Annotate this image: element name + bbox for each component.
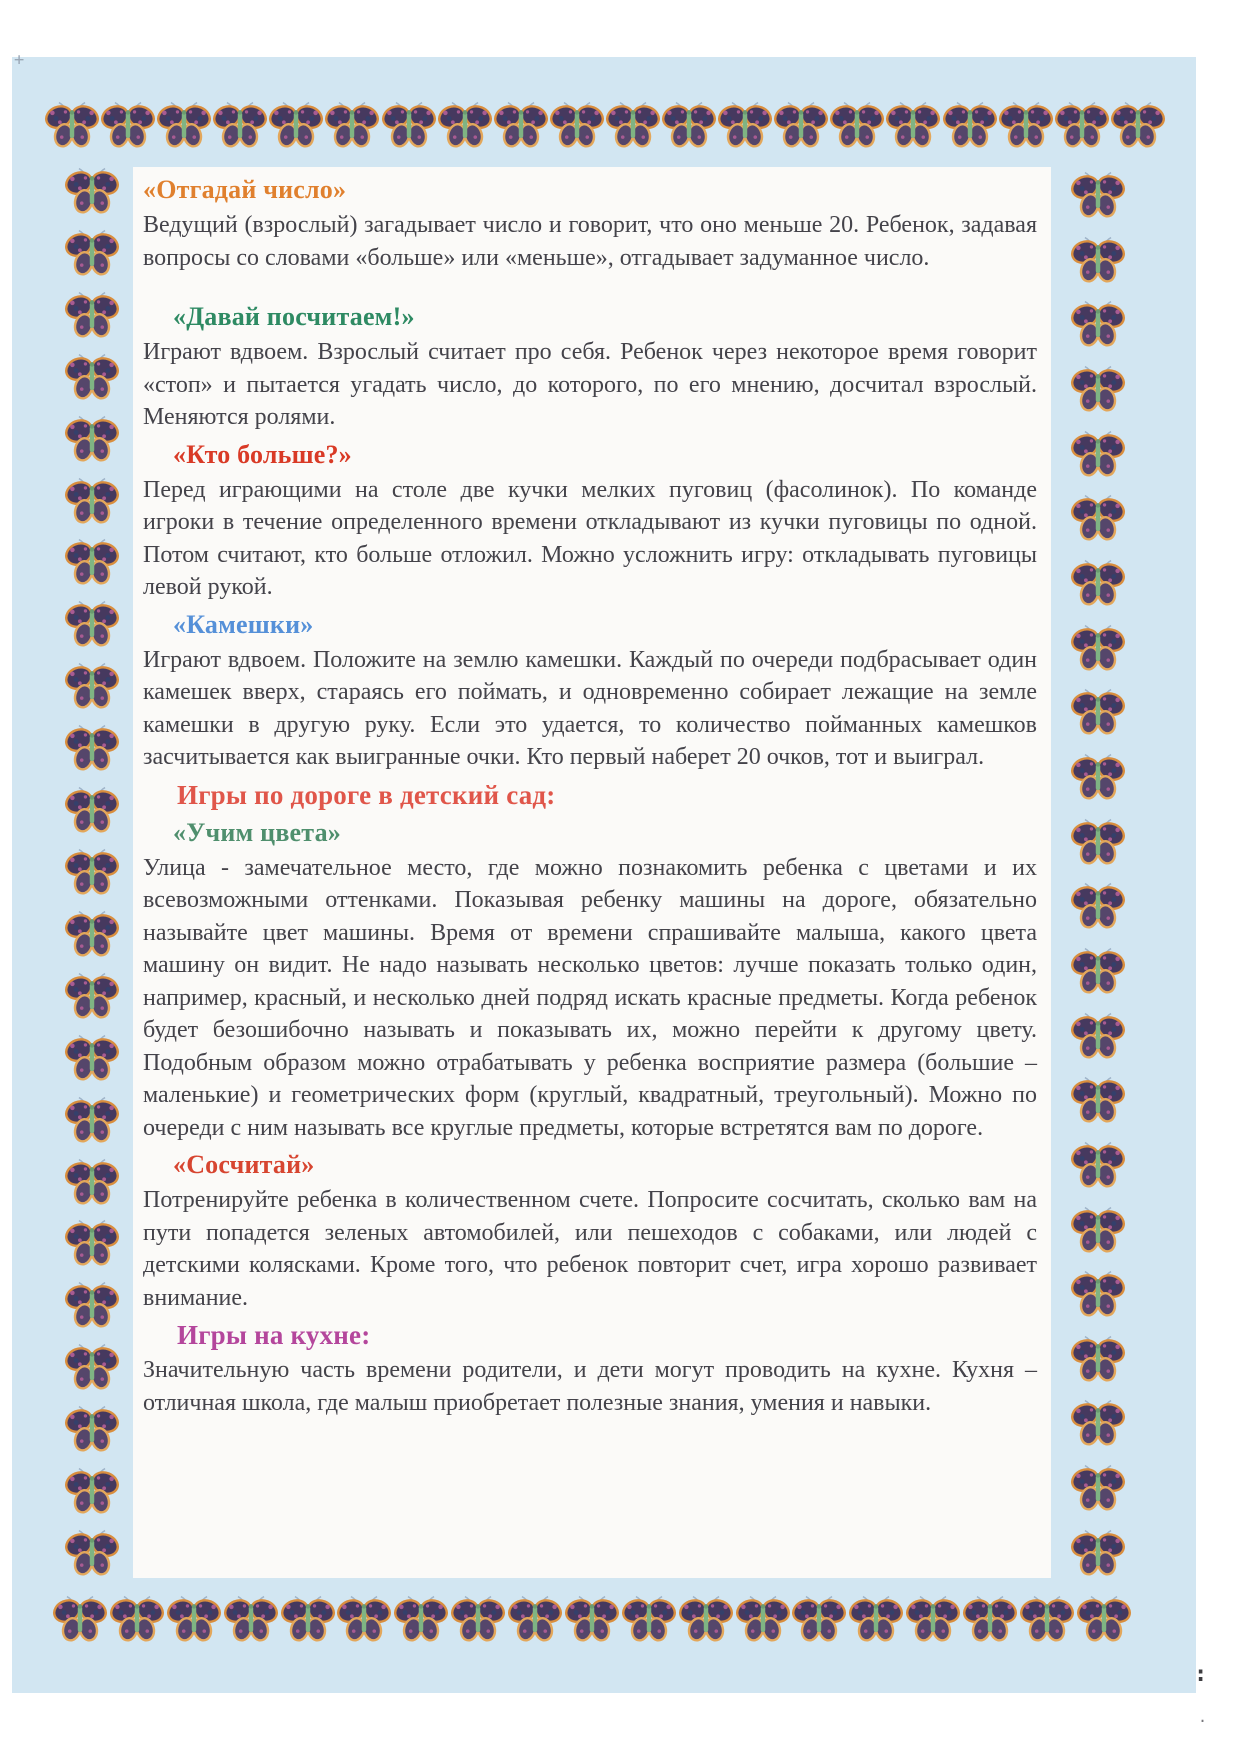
section-igry-po-doroge bbox=[143, 778, 1037, 812]
butterfly-icon bbox=[381, 100, 437, 150]
butterfly-icon bbox=[1076, 1594, 1132, 1644]
butterfly-icon bbox=[64, 599, 120, 649]
butterfly-icon bbox=[1070, 881, 1126, 931]
butterfly-icon bbox=[223, 1594, 279, 1644]
butterfly-icon bbox=[64, 723, 120, 773]
butterfly-icon bbox=[493, 100, 549, 150]
butterfly-icon bbox=[1070, 1528, 1126, 1578]
butterfly-icon bbox=[848, 1594, 904, 1644]
butterfly-icon bbox=[507, 1594, 563, 1644]
section-body: Улица - замечательное место, где можно познакомить ребенка с цветами и их всевозможными оттенками. Показывая ребенку машины на дороге, обязательно называйте цвет машины. Время от времени спрашивайте малыша, какого цвета машину он видит. Не надо называть несколько цветов: лучше показать только один, например, красный, и несколько дней подряд искать красные предметы. Когда ребенок будет безошибочно называть и показывать их, можно перейти к другому цвету. Подобным образом можно отрабатывать у ребенка восприятие размера (большие – маленькие) и геометрических форм (круглый, квадратный, треугольный). Можно по очереди с ним называть все круглые предметы, которые встретятся вам по дороге. bbox=[143, 854, 1037, 1141]
section-body: Ведущий (взрослый) загадывает число и говорит, что оно меньше 20. Ребенок, задавая вопросы со словами «больше» или «меньше», отгадывает задуманное число. bbox=[143, 212, 1037, 271]
butterfly-icon bbox=[1070, 299, 1126, 349]
section-soschitai bbox=[143, 1148, 1037, 1314]
butterfly-icon bbox=[166, 1594, 222, 1644]
butterfly-icon bbox=[64, 476, 120, 526]
butterfly-icon bbox=[605, 100, 661, 150]
butterfly-icon bbox=[64, 971, 120, 1021]
butterfly-icon bbox=[336, 1594, 392, 1644]
butterfly-icon bbox=[64, 1528, 120, 1578]
butterfly-icon bbox=[280, 1594, 336, 1644]
section-body: Потренируйте ребенка в количественном счете. Попросите сосчитать, сколько вам на пути попадется зеленых автомобилей, или пешеходов с собаками, или людей с детскими колясками. Кроме того, что ребенок повторит счет, игра хорошо развивает внимание. bbox=[143, 1187, 1037, 1311]
content-panel bbox=[133, 167, 1051, 1578]
butterfly-icon bbox=[791, 1594, 847, 1644]
butterfly-icon bbox=[156, 100, 212, 150]
butterfly-icon bbox=[1070, 623, 1126, 673]
section-heading: «Учим цвета» bbox=[173, 817, 341, 847]
section-heading: «Кто больше?» bbox=[173, 439, 352, 469]
butterfly-icon bbox=[1070, 364, 1126, 414]
document-text bbox=[133, 167, 1051, 1419]
butterfly-icon bbox=[885, 100, 941, 150]
butterfly-icon bbox=[735, 1594, 791, 1644]
section-body: Значительную часть времени родители, и дети могут проводить на кухне. Кухня – отличная школа, где малыш приобретает полезные знания, умения и навыки. bbox=[143, 1357, 1037, 1416]
butterfly-icon bbox=[942, 100, 998, 150]
scan-artifact-bottom-right-dot: . bbox=[1198, 1708, 1208, 1726]
butterfly-icon bbox=[1070, 1398, 1126, 1448]
butterfly-icon bbox=[64, 785, 120, 835]
section-uchim-cveta bbox=[143, 816, 1037, 1145]
butterfly-icon bbox=[64, 1033, 120, 1083]
butterfly-border-bottom bbox=[52, 1594, 1132, 1650]
butterfly-icon bbox=[52, 1594, 108, 1644]
butterfly-icon bbox=[64, 166, 120, 216]
butterfly-icon bbox=[661, 100, 717, 150]
butterfly-icon bbox=[1070, 817, 1126, 867]
section-body: Играют вдвоем. Положите на землю камешки. Каждый по очереди подбрасывает один камешек вверх, стараясь его поймать, и одновременно собирает лежащие на земле камешки в другую руку. Если это удается, то количество пойманных камешков засчитывается как выигранные очки. Кто первый наберет 20 очков, тот и выиграл. bbox=[143, 646, 1037, 770]
butterfly-icon bbox=[549, 100, 605, 150]
butterfly-icon bbox=[773, 100, 829, 150]
butterfly-icon bbox=[64, 1095, 120, 1145]
butterfly-icon bbox=[678, 1594, 734, 1644]
butterfly-icon bbox=[1019, 1594, 1075, 1644]
butterfly-icon bbox=[1070, 752, 1126, 802]
butterfly-icon bbox=[1070, 687, 1126, 737]
butterfly-icon bbox=[1070, 558, 1126, 608]
section-davai-poschitaem bbox=[143, 300, 1037, 434]
butterfly-border-left bbox=[64, 166, 122, 1578]
butterfly-icon bbox=[1070, 1140, 1126, 1190]
section-heading: «Отгадай число» bbox=[143, 175, 347, 204]
butterfly-icon bbox=[1110, 100, 1166, 150]
butterfly-icon bbox=[1070, 1334, 1126, 1384]
butterfly-icon bbox=[64, 1157, 120, 1207]
butterfly-icon bbox=[64, 1218, 120, 1268]
butterfly-icon bbox=[717, 100, 773, 150]
category-heading: Игры по дороге в детский сад: bbox=[177, 779, 556, 810]
butterfly-icon bbox=[64, 228, 120, 278]
butterfly-icon bbox=[64, 1280, 120, 1330]
butterfly-icon bbox=[1070, 1075, 1126, 1125]
section-kameshki bbox=[143, 608, 1037, 774]
butterfly-icon bbox=[437, 100, 493, 150]
butterfly-icon bbox=[564, 1594, 620, 1644]
butterfly-icon bbox=[212, 100, 268, 150]
section-body: Играют вдвоем. Взрослый считает про себя. Ребенок через некоторое время говорит «стоп» и пытается угадать число, до которого, по его мнению, досчитал взрослый. Меняются ролями. bbox=[143, 339, 1037, 430]
section-heading: «Сосчитай» bbox=[173, 1150, 315, 1179]
section-heading: «Давай посчитаем!» bbox=[173, 302, 415, 331]
butterfly-icon bbox=[1070, 235, 1126, 285]
butterfly-icon bbox=[268, 100, 324, 150]
category-heading: Игры на кухне: bbox=[177, 1320, 371, 1350]
butterfly-icon bbox=[64, 537, 120, 587]
butterfly-icon bbox=[324, 100, 380, 150]
butterfly-icon bbox=[64, 1466, 120, 1516]
butterfly-icon bbox=[1070, 493, 1126, 543]
butterfly-icon bbox=[64, 1404, 120, 1454]
butterfly-icon bbox=[109, 1594, 165, 1644]
butterfly-icon bbox=[1070, 1205, 1126, 1255]
butterfly-icon bbox=[1070, 1011, 1126, 1061]
butterfly-icon bbox=[905, 1594, 961, 1644]
butterfly-icon bbox=[1070, 1463, 1126, 1513]
butterfly-icon bbox=[44, 100, 100, 150]
section-otgadai-chislo bbox=[143, 173, 1037, 274]
butterfly-icon bbox=[100, 100, 156, 150]
butterfly-border-right bbox=[1070, 170, 1128, 1578]
butterfly-icon bbox=[64, 909, 120, 959]
butterfly-icon bbox=[1054, 100, 1110, 150]
butterfly-icon bbox=[621, 1594, 677, 1644]
butterfly-icon bbox=[450, 1594, 506, 1644]
butterfly-icon bbox=[64, 414, 120, 464]
butterfly-icon bbox=[64, 352, 120, 402]
butterfly-icon bbox=[1070, 946, 1126, 996]
butterfly-icon bbox=[1070, 1269, 1126, 1319]
butterfly-border-top bbox=[44, 100, 1166, 156]
scan-artifact-top-left: + bbox=[14, 50, 25, 70]
butterfly-icon bbox=[64, 290, 120, 340]
section-heading: «Камешки» bbox=[173, 609, 314, 639]
section-body: Перед играющими на столе две кучки мелких пуговиц (фасолинок). По команде игроки в течение определенного времени откладывают из кучки пуговицы по одной. Потом считают, кто больше отложил. Можно усложнить игру: откладывать пуговицы левой рукой. bbox=[143, 476, 1037, 600]
butterfly-icon bbox=[64, 661, 120, 711]
butterfly-icon bbox=[1070, 429, 1126, 479]
butterfly-icon bbox=[64, 847, 120, 897]
section-igry-na-kuhne bbox=[143, 1318, 1037, 1419]
section-kto-bolshe bbox=[143, 438, 1037, 604]
butterfly-icon bbox=[393, 1594, 449, 1644]
butterfly-icon bbox=[64, 1342, 120, 1392]
scan-artifact-bottom-right: : bbox=[1194, 1662, 1208, 1687]
butterfly-icon bbox=[1070, 170, 1126, 220]
butterfly-icon bbox=[962, 1594, 1018, 1644]
butterfly-icon bbox=[998, 100, 1054, 150]
butterfly-icon bbox=[829, 100, 885, 150]
